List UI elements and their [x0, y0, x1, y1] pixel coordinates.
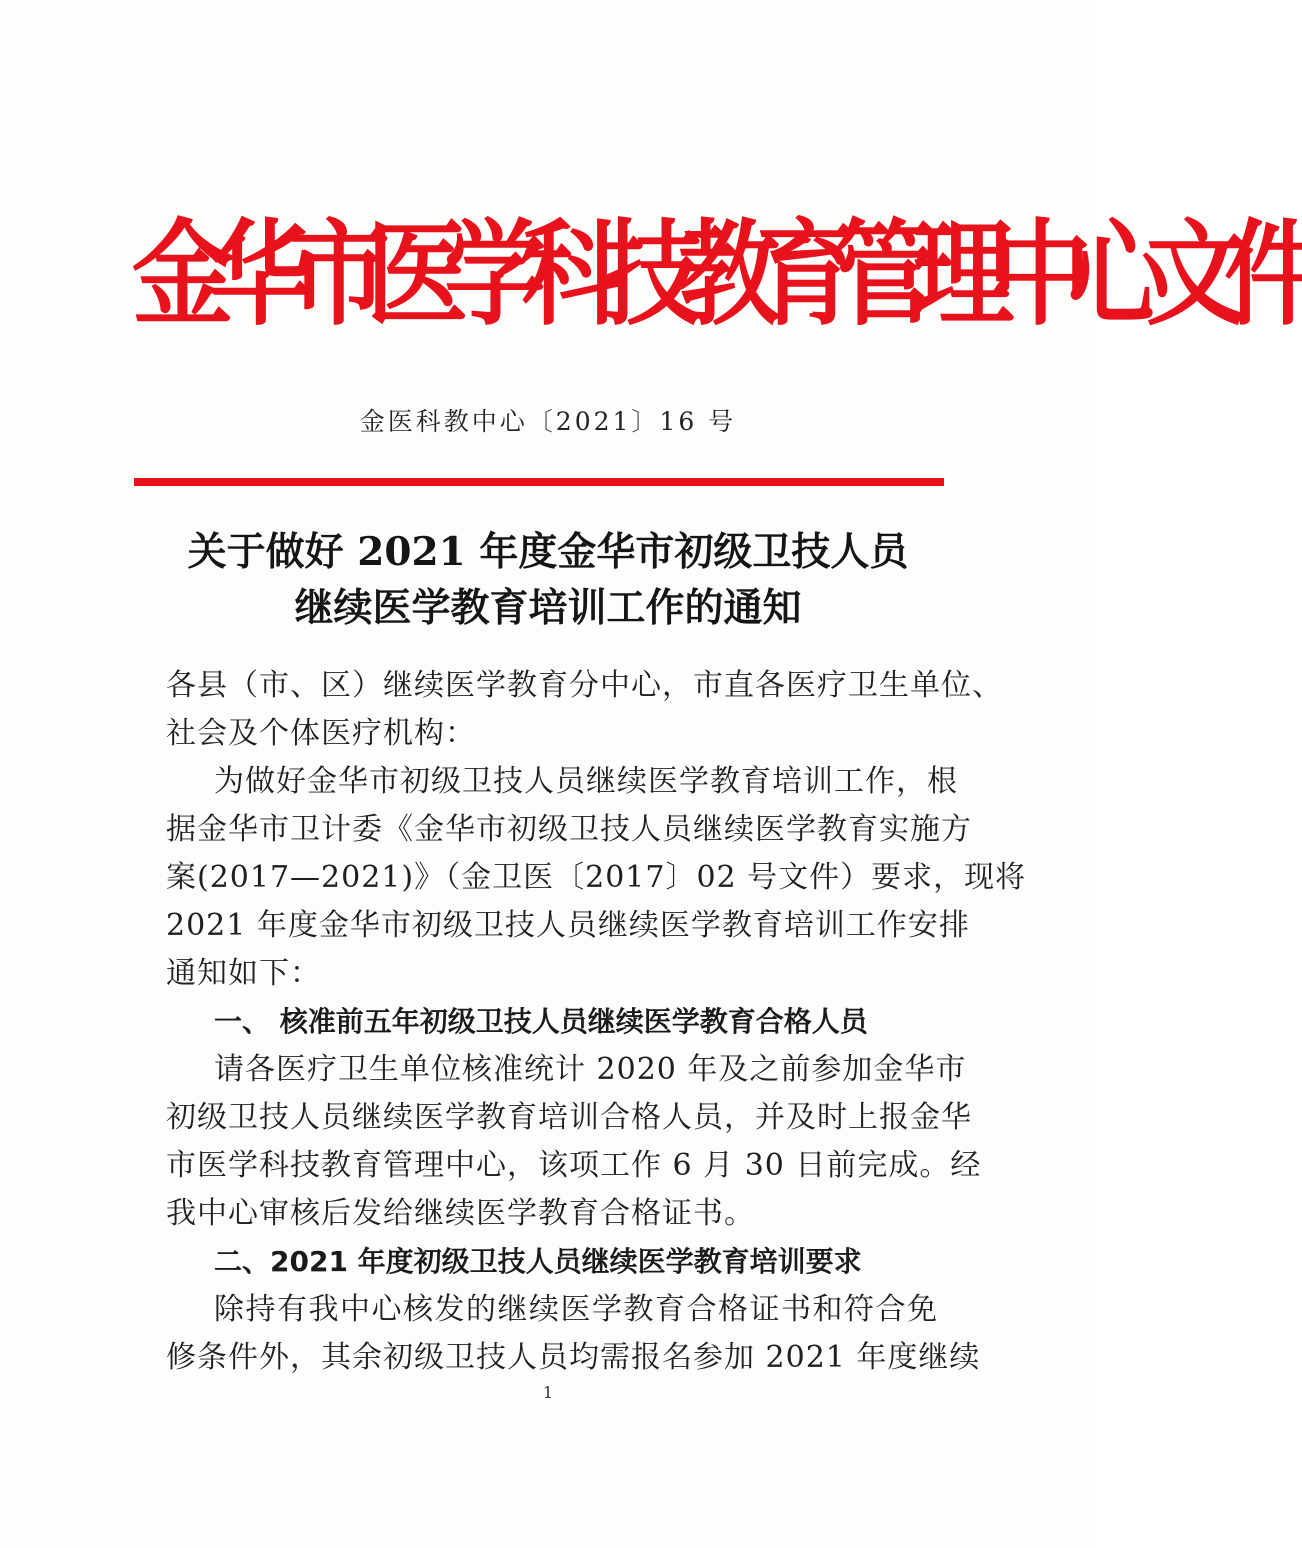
notice-title-line-1: 关于做好 2021 年度金华市初级卫技人员 — [187, 529, 909, 575]
page-number: 1 — [542, 1383, 554, 1402]
intro-line: 据金华市卫计委《金华市初级卫技人员继续医学教育实施方 — [166, 812, 972, 847]
section-2-line: 修条件外，其余初级卫技人员均需报名参加 2021 年度继续 — [166, 1340, 981, 1375]
red-divider-rule — [134, 478, 944, 486]
notice-title-line-2: 继续医学教育培训工作的通知 — [294, 585, 802, 631]
section-1-line: 初级卫技人员继续医学教育培训合格人员，并及时上报金华 — [166, 1100, 972, 1135]
intro-line: 通知如下： — [166, 956, 321, 991]
section-1-line: 请各医疗卫生单位核准统计 2020 年及之前参加金华市 — [214, 1052, 967, 1087]
intro-line: 案(2017—2021)》（金卫医〔2017〕02 号文件）要求，现将 — [166, 860, 1027, 895]
section-2-line: 除持有我中心核发的继续医学教育合格证书和符合免 — [214, 1292, 938, 1327]
section-2-heading: 二、2021 年度初级卫技人员继续医学教育培训要求 — [214, 1245, 862, 1278]
section-1-line: 我中心审核后发给继续医学教育合格证书。 — [166, 1196, 755, 1231]
section-1-line: 市医学科技教育管理中心，该项工作 6 月 30 日前完成。经 — [166, 1148, 982, 1183]
section-1-heading: 一、 核准前五年初级卫技人员继续医学教育合格人员 — [214, 1005, 868, 1038]
intro-line: 为做好金华市初级卫技人员继续医学教育培训工作，根 — [214, 764, 958, 799]
intro-line: 2021 年度金华市初级卫技人员继续医学教育培训工作安排 — [166, 908, 970, 943]
addressee-line-2: 社会及个体医疗机构： — [166, 716, 476, 751]
org-header-title: 金华市医学科技教育管理中心文件 — [132, 208, 1302, 343]
addressee-line-1: 各县（市、区）继续医学教育分中心，市直各医疗卫生单位、 — [166, 668, 1003, 703]
document-number: 金医科教中心〔2021〕16 号 — [359, 407, 737, 436]
